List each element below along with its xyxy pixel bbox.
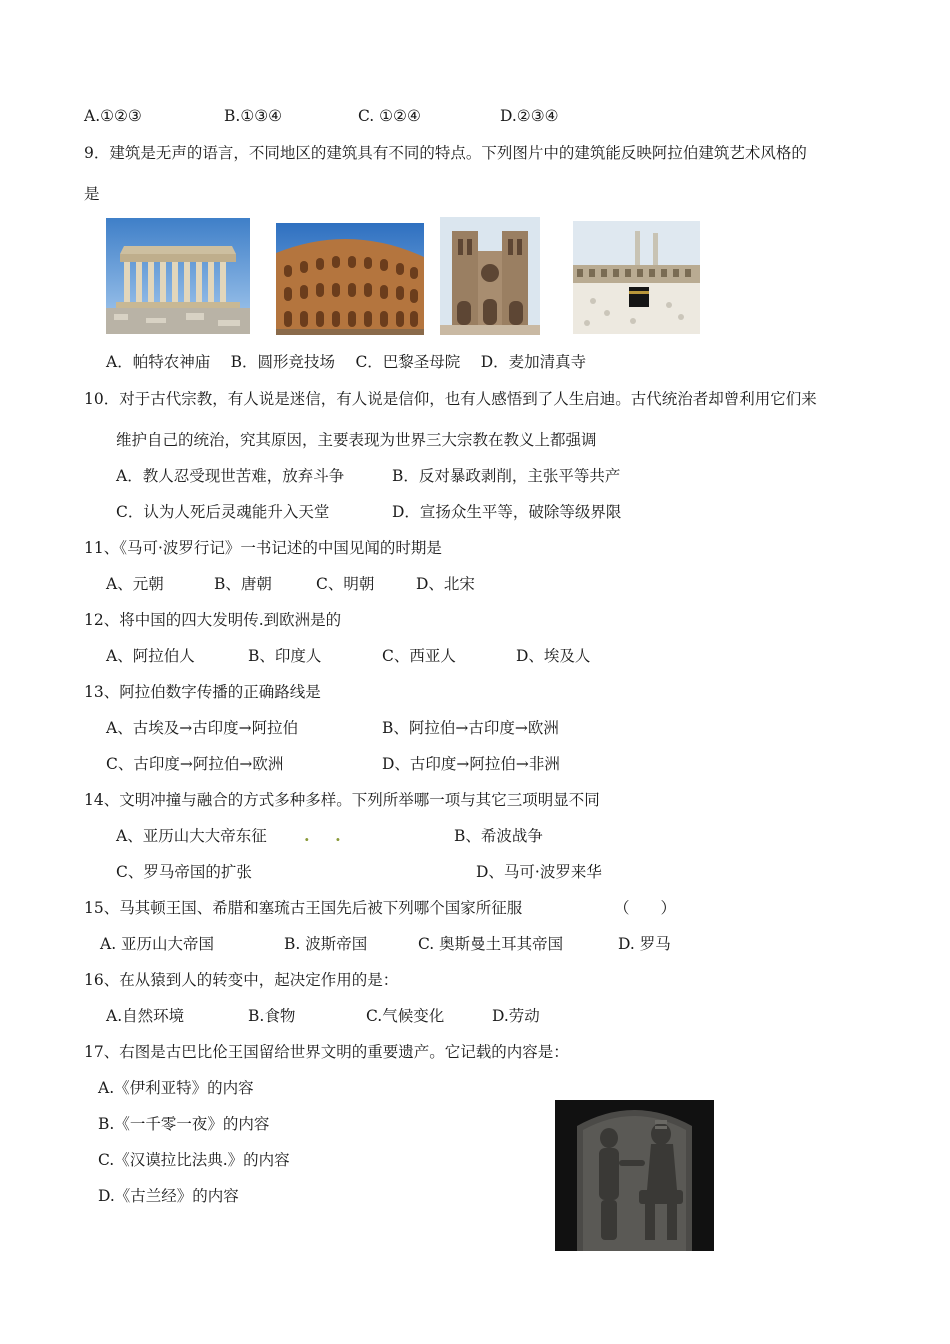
q10-option-c: C．认为人死后灵魂能升入天堂 (116, 503, 330, 521)
q14-option-a: A、亚历山大大帝东征 (116, 827, 267, 845)
q15-option-a: A. 亚历山大帝国 (100, 935, 215, 953)
q9-stem-line1: 9．建筑是无声的语言，不同地区的建筑具有不同的特点。下列图片中的建筑能反映阿拉伯建筑艺术风格的 (84, 144, 807, 162)
q13-stem: 13、阿拉伯数字传播的正确路线是 (84, 683, 321, 701)
q10-option-b: B．反对暴政剥削，主张平等共产 (392, 467, 621, 485)
q17-option-a: A.《伊利亚特》的内容 (98, 1079, 254, 1097)
q9-stem-line2: 是 (84, 185, 100, 203)
q11-stem: 11、《马可·波罗行记》一书记述的中国见闻的时期是 (84, 539, 442, 557)
q12-option-b: B、印度人 (248, 647, 322, 665)
q17-option-b: B.《一千零一夜》的内容 (98, 1115, 270, 1133)
q12-option-d: D、埃及人 (516, 647, 591, 665)
notre-dame-image (440, 217, 540, 335)
q9-options: A．帕特农神庙 B．圆形竞技场 C．巴黎圣母院 D．麦加清真寺 (106, 353, 587, 371)
q14-option-c: C、罗马帝国的扩张 (116, 863, 252, 881)
q15-stem: 15、马其顿王国、希腊和塞琉古王国先后被下列哪个国家所征服 (84, 899, 523, 917)
parthenon-image (106, 218, 250, 334)
q11-option-b: B、唐朝 (214, 575, 272, 593)
hammurabi-code-stele-image (555, 1100, 714, 1251)
q10-stem-line2: 维护自己的统治，究其原因，主要表现为世界三大宗教在教义上都强调 (116, 431, 597, 449)
q16-option-d: D.劳动 (492, 1007, 540, 1025)
q10-option-d: D．宣扬众生平等，破除等级界限 (392, 503, 622, 521)
q14-option-d: D、马可·波罗来华 (476, 863, 602, 881)
q13-option-c: C、古印度→阿拉伯→欧洲 (106, 755, 284, 773)
q12-stem: 12、将中国的四大发明传.到欧洲是的 (84, 611, 342, 629)
q10-stem-line1: 10．对于古代宗教，有人说是迷信，有人说是信仰，也有人感悟到了人生启迪。古代统治者却曾利用它们来 (84, 390, 817, 408)
q8-option-a: A.①②③ (84, 107, 142, 125)
q10-option-a: A．教人忍受现世苦难，放弃斗争 (116, 467, 345, 485)
q12-option-c: C、西亚人 (382, 647, 456, 665)
q15-option-c: C. 奥斯曼土耳其帝国 (418, 935, 564, 953)
q12-option-a: A、阿拉伯人 (106, 647, 195, 665)
q11-option-a: A、元朝 (106, 575, 164, 593)
q11-option-d: D、北宋 (416, 575, 475, 593)
q13-option-b: B、阿拉伯→古印度→欧洲 (382, 719, 559, 737)
q11-option-c: C、明朝 (316, 575, 375, 593)
q13-option-d: D、古印度→阿拉伯→非洲 (382, 755, 560, 773)
q16-option-c: C.气候变化 (366, 1007, 445, 1025)
q13-option-a: A、古埃及→古印度→阿拉伯 (106, 719, 299, 737)
q8-option-c: C. ①②④ (358, 107, 421, 125)
q16-option-a: A.自然环境 (106, 1007, 185, 1025)
q14-marks: . . (304, 826, 351, 845)
q14-option-b: B、希波战争 (454, 827, 543, 845)
q17-option-d: D.《古兰经》的内容 (98, 1187, 239, 1205)
q15-option-b: B. 波斯帝国 (284, 935, 368, 953)
q15-answer-bracket: （ ） (614, 899, 677, 917)
q16-option-b: B.食物 (248, 1007, 296, 1025)
mecca-mosque-image (573, 221, 700, 334)
q17-option-c: C.《汉谟拉比法典.》的内容 (98, 1151, 290, 1169)
q16-stem: 16、在从猿到人的转变中，起决定作用的是： (84, 971, 399, 989)
q15-option-d: D. 罗马 (618, 935, 671, 953)
q8-option-d: D.②③④ (500, 107, 559, 125)
colosseum-image (276, 223, 424, 335)
q17-stem: 17、右图是古巴比伦王国留给世界文明的重要遗产。它记载的内容是： (84, 1043, 569, 1061)
q8-option-b: B.①③④ (224, 107, 283, 125)
q14-stem: 14、文明冲撞与融合的方式多种多样。下列所举哪一项与其它三项明显不同 (84, 791, 600, 809)
